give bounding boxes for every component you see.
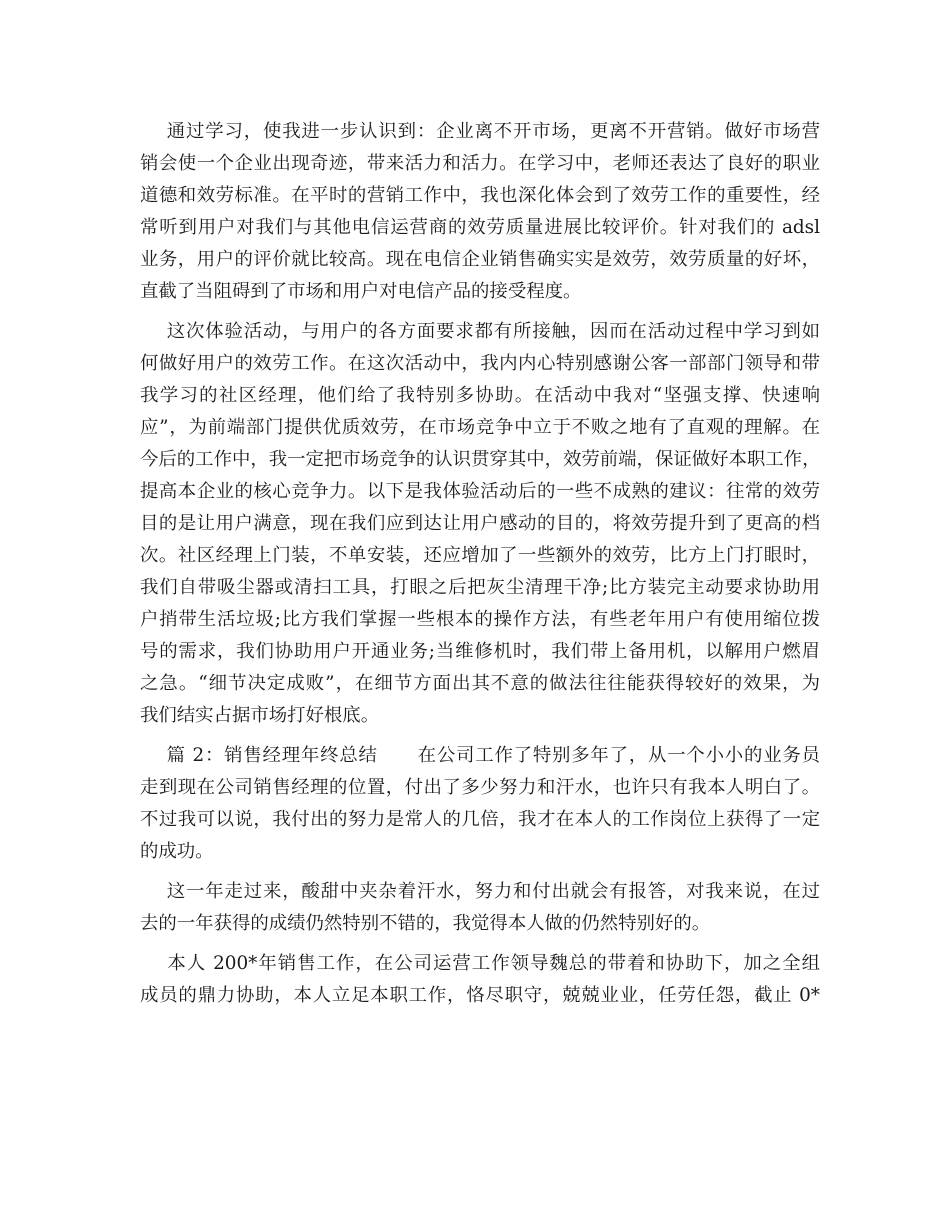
paragraph-gap [140,940,820,948]
text-line: 之急。“细节决定成败”，在细节方面出其不意的做法往往能获得较好的效果，为 [140,673,820,694]
text-line: 何做好用户的效劳工作。在这次活动中，我内内心特别感谢公客一部部门领导和带 [140,353,820,374]
document-body [140,116,820,1012]
text-line: 户捎带生活垃圾;比方我们掌握一些根本的操作方法，有些老年用户有使用缩位拨 [140,609,820,630]
text-line: 业务，用户的评价就比较高。现在电信企业销售确实实是效劳，效劳质量的好坏， [140,249,820,270]
text-line: 去的一年获得的成绩仍然特别不错的，我觉得本人做的仍然特别好的。 [140,913,711,934]
text-line: 这一年走过来，酸甜中夹杂着汗水，努力和付出就会有报答，对我来说，在过 [140,881,820,902]
text-line: 我们结实占据市场打好根底。 [140,705,380,726]
text-line: 通过学习，使我进一步认识到：企业离不开市场，更离不开营销。做好市场营 [140,121,820,142]
text-line: 次。社区经理上门装，不单安装，还应增加了一些额外的效劳，比方上门打眼时， [140,545,820,566]
paragraph-gap [140,868,820,876]
text-line: 常听到用户对我们与其他电信运营商的效劳质量进展比较评价。针对我们的 adsl [140,217,820,238]
text-line: 我学习的社区经理，他们给了我特别多协助。在活动中我对“坚强支撑、快速响 [140,385,820,406]
text-line: 目的是让用户满意，现在我们应到达让用户感动的目的，将效劳提升到了更高的档 [140,513,820,534]
text-line: 的成功。 [140,841,214,862]
text-line: 我们自带吸尘器或清扫工具，打眼之后把灰尘清理干净;比方装完主动要求协助用 [140,577,820,598]
text-line: 不过我可以说，我付出的努力是常人的几倍，我才在本人的工作岗位上获得了一定 [140,809,820,830]
text-line: 本人 200*年销售工作，在公司运营工作领导魏总的带着和协助下，加之全组 [140,953,820,974]
text-line: 道德和效劳标准。在平时的营销工作中，我也深化体会到了效劳工作的重要性，经 [140,185,820,206]
text-line: 这次体验活动，与用户的各方面要求都有所接触，因而在活动过程中学习到如 [140,321,820,342]
text-line: 今后的工作中，我一定把市场竞争的认识贯穿其中，效劳前端，保证做好本职工作， [140,449,821,470]
text-line: 应”，为前端部门提供优质效劳，在市场竞争中立于不败之地有了直观的理解。在 [140,417,820,438]
text-line: 走到现在公司销售经理的位置，付出了多少努力和汗水，也许只有我本人明白了。 [140,777,820,798]
text-line: 成员的鼎力协助，本人立足本职工作，恪尽职守，兢兢业业，任劳任怨，截止 0* [140,985,820,1006]
text-line: 号的需求，我们协助用户开通业务;当维修机时，我们带上备用机，以解用户燃眉 [140,641,820,662]
text-line: 销会使一个企业出现奇迹，带来活力和活力。在学习中，老师还表达了良好的职业 [140,153,820,174]
paragraph-gap [140,732,820,740]
text-line: 篇 2：销售经理年终总结 在公司工作了特别多年了，从一个小小的业务员 [140,745,820,766]
text-line: 直截了当阻碍到了市场和用户对电信产品的接受程度。 [140,281,582,302]
text-line: 提高本企业的核心竞争力。以下是我体验活动后的一些不成熟的建议：往常的效劳 [140,481,820,502]
paragraph-gap [140,308,820,316]
